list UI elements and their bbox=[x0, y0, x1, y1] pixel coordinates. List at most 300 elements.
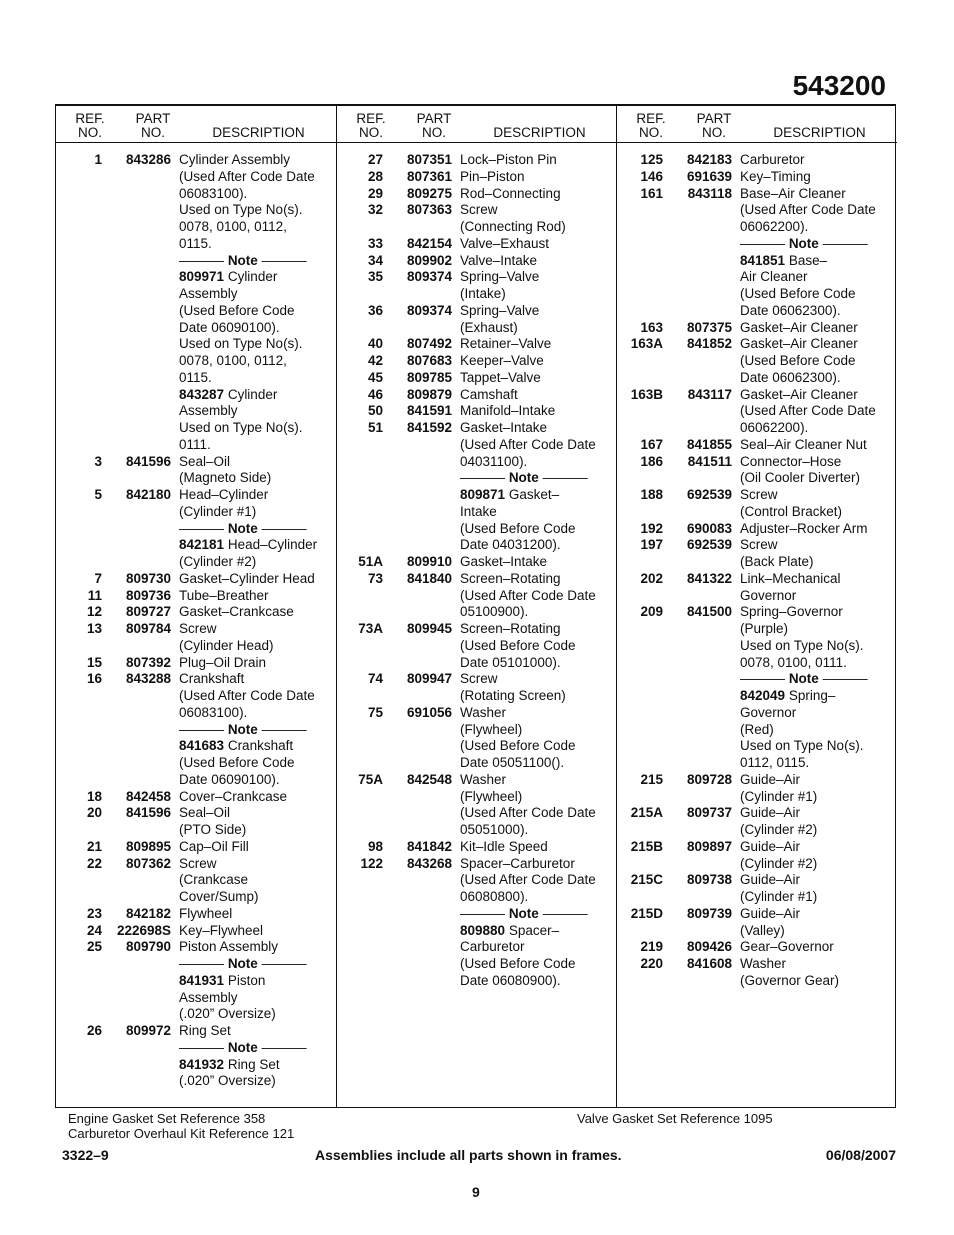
table-row bbox=[337, 923, 617, 940]
part-no bbox=[663, 253, 732, 270]
description: (Used After Code Date bbox=[460, 587, 596, 603]
table-row bbox=[337, 504, 617, 521]
ref-no: 28 bbox=[367, 168, 383, 184]
ref-no bbox=[617, 822, 663, 839]
table-row bbox=[617, 504, 897, 521]
description: (Used Before Code bbox=[740, 286, 856, 301]
table-row bbox=[337, 186, 617, 203]
table-row bbox=[617, 889, 897, 906]
part-no bbox=[663, 202, 732, 219]
table-row bbox=[56, 236, 336, 253]
description: Seal–Oil bbox=[179, 453, 231, 469]
ref-no bbox=[56, 437, 102, 454]
part-no bbox=[383, 822, 452, 839]
table-row bbox=[56, 521, 336, 538]
ref-no: 16 bbox=[86, 671, 102, 687]
part-no: 809736 bbox=[125, 587, 171, 603]
part-no: 809275 bbox=[406, 185, 452, 201]
table-row bbox=[617, 789, 897, 806]
table-row bbox=[617, 671, 897, 688]
ref-no bbox=[617, 671, 663, 688]
table-row bbox=[617, 973, 897, 990]
ref-no bbox=[337, 789, 383, 806]
description: (Used After Code Date bbox=[460, 805, 596, 821]
part-no bbox=[663, 286, 732, 303]
description: Screw bbox=[460, 671, 498, 687]
description bbox=[171, 521, 307, 538]
description: (Connecting Rod) bbox=[460, 219, 566, 234]
ref-no bbox=[56, 1006, 102, 1023]
note-label: Note bbox=[227, 1039, 258, 1055]
carburetor-kit-reference: Carburetor Overhaul Kit Reference 121 bbox=[68, 1126, 295, 1141]
table-row bbox=[56, 588, 336, 605]
part-no bbox=[663, 705, 732, 722]
description: (Valley) bbox=[740, 922, 785, 938]
part-no: 843117 bbox=[687, 386, 732, 402]
description: (Used Before Code bbox=[460, 956, 576, 971]
table-row bbox=[337, 789, 617, 806]
description: Guide–Air bbox=[740, 838, 801, 854]
table-row bbox=[56, 487, 336, 504]
table-row bbox=[56, 923, 336, 940]
description: Assembly bbox=[179, 403, 238, 419]
table-row bbox=[56, 286, 336, 303]
description: 06083100). bbox=[179, 185, 248, 201]
table-row bbox=[56, 705, 336, 722]
part-no: 841592 bbox=[406, 420, 452, 435]
description: Tappet–Valve bbox=[460, 369, 541, 385]
table-row bbox=[337, 956, 617, 973]
ref-no: 26 bbox=[86, 1023, 102, 1038]
part-no bbox=[102, 370, 171, 387]
ref-no: 122 bbox=[360, 855, 383, 871]
description: Spring–Valve bbox=[460, 302, 540, 318]
note-dash: –––––– bbox=[460, 470, 509, 486]
column-header bbox=[337, 106, 617, 143]
table-row bbox=[337, 856, 617, 873]
ref-no: 161 bbox=[640, 185, 663, 201]
table-row bbox=[56, 420, 336, 437]
part-no bbox=[102, 638, 171, 655]
note-dash: –––––– bbox=[538, 470, 588, 486]
ref-no bbox=[617, 353, 663, 370]
table-row bbox=[56, 755, 336, 772]
part-no: 809728 bbox=[686, 771, 732, 787]
ref-no: 219 bbox=[640, 939, 663, 955]
table-row bbox=[617, 152, 897, 169]
description-header: DESCRIPTION bbox=[773, 125, 866, 140]
ref-no bbox=[337, 604, 383, 621]
part-no: 841852 bbox=[686, 336, 732, 352]
part-no bbox=[383, 286, 452, 303]
ref-no: 40 bbox=[367, 336, 383, 352]
table-row bbox=[56, 1057, 336, 1074]
ref-no: 45 bbox=[367, 369, 383, 385]
table-row bbox=[617, 923, 897, 940]
ref-no-header bbox=[64, 112, 116, 140]
description bbox=[171, 722, 307, 739]
part-no: 692539 bbox=[686, 487, 732, 502]
part-no bbox=[383, 889, 452, 906]
ref-no bbox=[337, 755, 383, 772]
description: Used on Type No(s). bbox=[179, 336, 303, 352]
ref-no: 146 bbox=[640, 168, 663, 184]
table-row bbox=[337, 588, 617, 605]
table-row bbox=[617, 604, 897, 621]
ref-no bbox=[56, 286, 102, 303]
alt-part-no: 842181 bbox=[179, 537, 225, 553]
part-no: 807361 bbox=[406, 168, 452, 184]
ref-no bbox=[617, 236, 663, 253]
ref-no bbox=[56, 772, 102, 789]
part-no bbox=[663, 470, 732, 487]
description: Key–Timing bbox=[740, 168, 811, 184]
ref-no: 46 bbox=[367, 386, 383, 402]
part-no bbox=[663, 236, 732, 253]
description: Head–Cylinder bbox=[179, 487, 269, 502]
ref-no: 220 bbox=[640, 956, 663, 971]
ref-no: 75 bbox=[367, 704, 383, 720]
table-row bbox=[56, 336, 336, 353]
part-no bbox=[102, 303, 171, 320]
table-row bbox=[337, 387, 617, 404]
ref-no: 51 bbox=[367, 420, 383, 435]
description: Keeper–Valve bbox=[460, 353, 544, 368]
part-no bbox=[383, 320, 452, 337]
part-no bbox=[383, 638, 452, 655]
ref-no bbox=[617, 638, 663, 655]
part-no bbox=[102, 219, 171, 236]
ref-no bbox=[337, 805, 383, 822]
ref-no bbox=[617, 504, 663, 521]
table-row bbox=[56, 805, 336, 822]
ref-no bbox=[337, 470, 383, 487]
parts-list bbox=[337, 152, 617, 990]
description: (Purple) bbox=[740, 621, 789, 636]
table-row bbox=[56, 856, 336, 873]
ref-no: 209 bbox=[640, 604, 663, 620]
ref-no bbox=[617, 755, 663, 772]
table-row bbox=[56, 738, 336, 755]
table-row bbox=[56, 655, 336, 672]
ref-header-line2: NO. bbox=[358, 125, 383, 140]
description bbox=[171, 253, 307, 270]
description: Screw bbox=[740, 537, 778, 553]
table-row bbox=[56, 202, 336, 219]
description-text: Cylinder bbox=[224, 386, 278, 402]
description: (Cylinder #2) bbox=[179, 554, 257, 569]
note-dash: –––––– bbox=[257, 721, 307, 737]
table-row bbox=[337, 839, 617, 856]
table-row bbox=[56, 722, 336, 739]
description: (Cylinder #1) bbox=[179, 503, 257, 519]
part-no: 809790 bbox=[125, 939, 171, 955]
description: Date 06080900). bbox=[460, 972, 561, 988]
ref-no: 167 bbox=[640, 436, 663, 452]
part-no bbox=[383, 454, 452, 471]
description: 05051000). bbox=[460, 822, 529, 837]
part-header-line2: NO. bbox=[701, 125, 726, 140]
ref-no: 36 bbox=[367, 302, 383, 318]
ref-no bbox=[56, 403, 102, 420]
part-no bbox=[102, 822, 171, 839]
description: Guide–Air bbox=[740, 805, 801, 821]
description: Gasket–Crankcase bbox=[179, 604, 294, 620]
alt-part-no: 809871 bbox=[460, 487, 506, 502]
description: Gasket–Cylinder Head bbox=[179, 570, 315, 586]
table-row bbox=[337, 872, 617, 889]
note-dash: –––––– bbox=[179, 1039, 228, 1055]
ref-no bbox=[617, 253, 663, 270]
table-row bbox=[56, 169, 336, 186]
description: Date 05051100(). bbox=[460, 755, 565, 770]
description-text: Cylinder bbox=[224, 269, 278, 285]
description: (Red) bbox=[740, 721, 774, 737]
part-no: 841596 bbox=[125, 805, 171, 821]
ref-no bbox=[617, 202, 663, 219]
table-row bbox=[56, 269, 336, 286]
ref-no bbox=[337, 822, 383, 839]
description: Screen–Rotating bbox=[460, 621, 561, 636]
description: Carburetor bbox=[460, 939, 525, 955]
table-row bbox=[617, 437, 897, 454]
assemblies-note: Assemblies include all parts shown in frames. bbox=[315, 1147, 622, 1163]
part-no bbox=[663, 219, 732, 236]
table-row bbox=[56, 353, 336, 370]
description: Governor bbox=[740, 704, 797, 720]
ref-no bbox=[617, 889, 663, 906]
part-no bbox=[383, 537, 452, 554]
ref-no bbox=[337, 487, 383, 504]
description bbox=[452, 906, 588, 923]
part-no bbox=[102, 504, 171, 521]
ref-no bbox=[56, 504, 102, 521]
parts-table bbox=[55, 104, 896, 1108]
table-row bbox=[617, 169, 897, 186]
ref-no bbox=[56, 537, 102, 554]
ref-no: 50 bbox=[367, 403, 383, 419]
description: Date 06090100). bbox=[179, 771, 280, 787]
part-no bbox=[102, 772, 171, 789]
part-no bbox=[102, 420, 171, 437]
ref-no bbox=[337, 454, 383, 471]
ref-no bbox=[337, 939, 383, 956]
table-row bbox=[337, 219, 617, 236]
description: Screw bbox=[460, 202, 498, 218]
description bbox=[732, 236, 868, 253]
ref-header-line2: NO. bbox=[77, 125, 102, 140]
description: Adjuster–Rocker Arm bbox=[740, 520, 868, 536]
ref-no bbox=[56, 1057, 102, 1074]
ref-no bbox=[56, 269, 102, 286]
description: (.020” Oversize) bbox=[179, 1006, 276, 1022]
note-label: Note bbox=[227, 520, 258, 536]
description: Date 06062300). bbox=[740, 369, 841, 385]
ref-no bbox=[56, 420, 102, 437]
table-row bbox=[337, 437, 617, 454]
part-no bbox=[102, 437, 171, 454]
description: Used on Type No(s). bbox=[740, 738, 864, 754]
part-header-line2: NO. bbox=[421, 125, 446, 140]
document-code: 3322–9 bbox=[62, 1147, 109, 1163]
ref-no: 29 bbox=[367, 185, 383, 201]
ref-no bbox=[56, 353, 102, 370]
column-header bbox=[56, 106, 336, 143]
ref-no bbox=[337, 889, 383, 906]
part-no: 842180 bbox=[125, 487, 171, 502]
description: Gasket–Intake bbox=[460, 554, 548, 569]
ref-no: 75A bbox=[358, 771, 383, 787]
ref-no: 21 bbox=[86, 838, 102, 854]
table-row bbox=[56, 537, 336, 554]
table-row bbox=[337, 202, 617, 219]
ref-no bbox=[56, 554, 102, 571]
part-no: 841500 bbox=[686, 604, 732, 620]
note-dash: –––––– bbox=[179, 721, 228, 737]
part-no bbox=[383, 872, 452, 889]
part-no: 690083 bbox=[686, 520, 732, 536]
ref-no bbox=[56, 1073, 102, 1090]
part-no: 809739 bbox=[686, 905, 732, 921]
description bbox=[171, 973, 265, 990]
table-row bbox=[617, 655, 897, 672]
part-no bbox=[102, 688, 171, 705]
description bbox=[452, 923, 559, 940]
description: Valve–Exhaust bbox=[460, 235, 550, 251]
ref-no bbox=[617, 588, 663, 605]
part-no bbox=[383, 604, 452, 621]
part-no-header bbox=[404, 112, 464, 140]
ref-no bbox=[56, 387, 102, 404]
ref-no bbox=[617, 789, 663, 806]
part-no bbox=[102, 990, 171, 1007]
description: (Oil Cooler Diverter) bbox=[740, 470, 861, 486]
description: (Cylinder Head) bbox=[179, 637, 274, 653]
table-row bbox=[617, 738, 897, 755]
part-no bbox=[102, 336, 171, 353]
description-text: Spacer– bbox=[505, 922, 560, 938]
note-label: Note bbox=[227, 956, 258, 971]
part-no bbox=[383, 219, 452, 236]
description: (Cylinder #1) bbox=[740, 889, 818, 904]
table-row bbox=[56, 253, 336, 270]
parts-column-2 bbox=[336, 106, 617, 1107]
table-row bbox=[337, 621, 617, 638]
part-no bbox=[663, 370, 732, 387]
part-no bbox=[663, 889, 732, 906]
description: (Cylinder #1) bbox=[740, 788, 818, 804]
part-no: 841840 bbox=[406, 570, 452, 586]
part-header-line1: PART bbox=[135, 111, 171, 126]
ref-no-header bbox=[625, 112, 677, 140]
part-no bbox=[383, 470, 452, 487]
alt-part-no: 809971 bbox=[179, 269, 225, 285]
description: (Used After Code Date bbox=[740, 403, 876, 419]
part-no bbox=[102, 1006, 171, 1023]
ref-no bbox=[56, 521, 102, 538]
description: (Flywheel) bbox=[460, 788, 523, 804]
description: Cover/Sump) bbox=[179, 889, 259, 904]
part-no bbox=[102, 537, 171, 554]
description: (Used Before Code bbox=[740, 353, 856, 368]
part-no bbox=[102, 705, 171, 722]
table-row bbox=[337, 738, 617, 755]
ref-no bbox=[337, 537, 383, 554]
part-no bbox=[102, 253, 171, 270]
ref-no bbox=[337, 638, 383, 655]
table-row bbox=[617, 403, 897, 420]
table-row bbox=[56, 454, 336, 471]
part-header-line1: PART bbox=[696, 111, 732, 126]
table-row bbox=[56, 219, 336, 236]
part-no bbox=[102, 738, 171, 755]
note-label: Note bbox=[227, 252, 258, 268]
ref-no bbox=[337, 320, 383, 337]
table-row bbox=[337, 688, 617, 705]
description: Washer bbox=[460, 704, 507, 720]
ref-no: 18 bbox=[86, 788, 102, 804]
alt-part-no: 841851 bbox=[740, 252, 786, 268]
ref-no bbox=[337, 956, 383, 973]
note-dash: –––––– bbox=[179, 252, 228, 268]
description bbox=[171, 1040, 307, 1057]
ref-no: 74 bbox=[367, 671, 383, 687]
table-row bbox=[337, 755, 617, 772]
table-row bbox=[617, 688, 897, 705]
table-row bbox=[617, 621, 897, 638]
ref-no bbox=[337, 655, 383, 672]
description-header: DESCRIPTION bbox=[493, 125, 586, 140]
table-row bbox=[337, 671, 617, 688]
description-text: Base– bbox=[785, 252, 828, 268]
description bbox=[171, 387, 277, 404]
table-row bbox=[337, 286, 617, 303]
part-no bbox=[383, 755, 452, 772]
description: (PTO Side) bbox=[179, 822, 247, 837]
description: Used on Type No(s). bbox=[740, 637, 864, 653]
table-row bbox=[617, 822, 897, 839]
description: (Exhaust) bbox=[460, 319, 518, 335]
part-no bbox=[383, 805, 452, 822]
description: (Used After Code Date bbox=[460, 436, 596, 452]
part-no: 807351 bbox=[406, 152, 452, 167]
ref-no: 1 bbox=[94, 152, 102, 167]
valve-gasket-set-reference: Valve Gasket Set Reference 1095 bbox=[577, 1111, 773, 1126]
description: Valve–Intake bbox=[460, 252, 538, 268]
table-row bbox=[617, 202, 897, 219]
table-row bbox=[617, 521, 897, 538]
note-dash: –––––– bbox=[740, 671, 789, 687]
description: (Magneto Side) bbox=[179, 470, 272, 486]
part-no bbox=[383, 789, 452, 806]
part-no: 809426 bbox=[686, 939, 732, 955]
description bbox=[452, 487, 559, 504]
part-no: 222698S bbox=[116, 922, 171, 938]
part-no: 809784 bbox=[125, 621, 171, 636]
ref-no: 73A bbox=[358, 621, 383, 636]
table-row bbox=[337, 403, 617, 420]
description: Crankshaft bbox=[179, 671, 245, 687]
part-no bbox=[102, 973, 171, 990]
part-no: 843286 bbox=[125, 152, 171, 167]
part-no bbox=[102, 286, 171, 303]
table-row bbox=[617, 487, 897, 504]
part-no bbox=[102, 1040, 171, 1057]
part-no bbox=[102, 202, 171, 219]
description: Date 06090100). bbox=[179, 319, 280, 335]
description bbox=[452, 470, 588, 487]
table-row bbox=[617, 454, 897, 471]
